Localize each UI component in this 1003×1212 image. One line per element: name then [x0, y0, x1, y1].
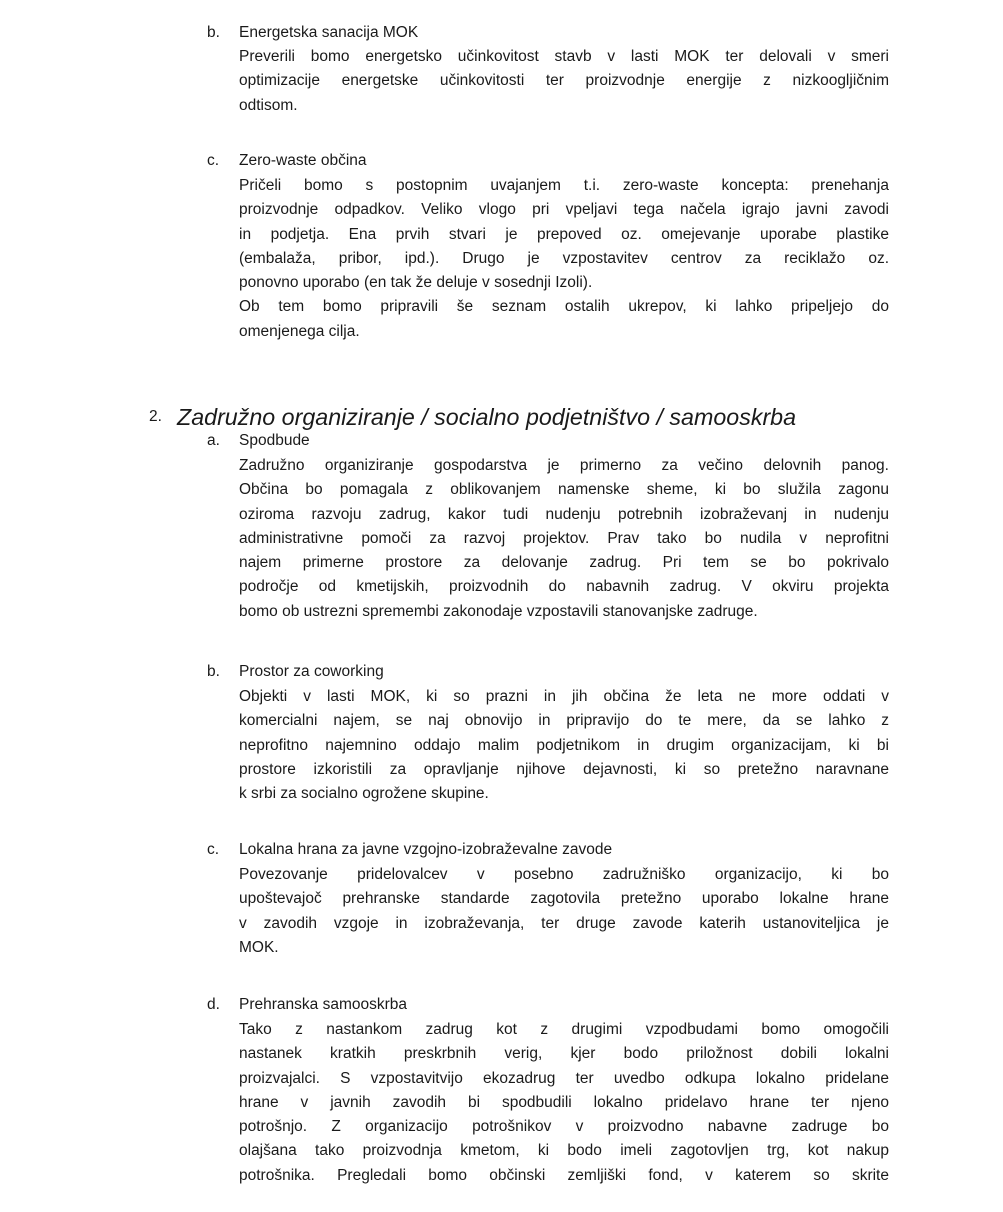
item-body: [239, 454, 889, 624]
item-body: [239, 863, 889, 960]
item-title: Lokalna hrana za javne vzgojno-izobraževalne zavode: [239, 841, 613, 858]
body-line: nastanek kratkih preskrbnih verig, kjer bodo priložnost dobili lokalni: [239, 1045, 889, 1063]
list-letter: b.: [207, 24, 220, 41]
body-line: ponovno uporabo (en tak že deluje v sosednji Izoli).: [239, 274, 593, 292]
body-line: Tako z nastankom zadrug kot z drugimi vzpodbudami bomo omogočili: [239, 1021, 889, 1038]
body-line: področje od kmetijskih, proizvodnih do nabavnih zadrug. V okviru projekta: [239, 578, 889, 596]
section-heading: Zadružno organiziranje / socialno podjetništvo / samooskrba: [177, 404, 797, 430]
body-line: proizvajalci. S vzpostavitvijo ekozadrug ter uvedbo odkupa lokalno pridelane: [239, 1069, 889, 1087]
body-line: MOK.: [239, 938, 279, 956]
body-line: v zavodih vzgoje in izobraževanja, ter druge zavode katerih ustanoviteljica je: [239, 914, 889, 932]
body-line: optimizacije energetske učinkovitosti ter proizvodnje energije z nizkoogljičnim: [239, 72, 889, 90]
body-line: potrošnjo. Z organizacijo potrošnikov v proizvodno nabavne zadruge bo: [239, 1118, 889, 1136]
body-line: Zadružno organiziranje gospodarstva je primerno za večino delovnih panog.: [239, 457, 889, 474]
body-line: najem primerne prostore za delovanje zadrug. Pri tem se bo pokrivalo: [239, 554, 889, 572]
list-letter: d.: [207, 996, 220, 1013]
body-line: Pričeli bomo s postopnim uvajanjem t.i. zero-waste koncepta: prenehanja: [239, 177, 889, 194]
body-line: in podjetja. Ena prvih stvari je prepoved oz. omejevanje uporabe plastike: [239, 225, 889, 243]
item-body: [239, 1018, 889, 1188]
body-line: oziroma razvoju zadrug, kakor tudi nudenju potrebnih izobraževanj in nudenju: [239, 505, 889, 523]
body-line: komercialni najem, se naj obnovijo in pripravijo do te mere, da se lahko z: [239, 712, 889, 730]
item-body: [239, 174, 889, 344]
body-line: Preverili bomo energetsko učinkovitost stavb v lasti MOK ter delovali v smeri: [239, 48, 889, 65]
body-line: Občina bo pomagala z oblikovanjem namenske sheme, ki bo služila zagonu: [239, 481, 889, 499]
body-line: k srbi za socialno ogrožene skupine.: [239, 785, 489, 803]
list-letter: c.: [207, 152, 220, 169]
body-line: hrane v javnih zavodih bi spodbudili lokalno pridelavo hrane ter njeno: [239, 1093, 889, 1111]
item-title: Spodbude: [239, 432, 310, 449]
body-line: administrativne pomoči za razvoj projektov. Prav tako bo nudila v neprofitni: [239, 529, 889, 547]
list-letter: b.: [207, 663, 220, 680]
body-line: upoštevajoč prehranske standarde zagotovila pretežno uporabo lokalne hrane: [239, 890, 889, 908]
item-body: [239, 45, 889, 118]
body-line: Ob tem bomo pripravili še seznam ostalih ukrepov, ki lahko pripeljejo do: [239, 298, 889, 316]
body-line: bomo ob ustrezni spremembi zakonodaje vzpostavili stanovanjske zadruge.: [239, 602, 758, 620]
body-line: prostore izkoristili za opravljanje njihove dejavnosti, ki so pretežno naravnane: [239, 760, 889, 778]
list-letter: c.: [207, 841, 220, 858]
body-line: potrošnika. Pregledali bomo občinski zemljiški fond, v katerem so skrite: [239, 1166, 889, 1184]
body-line: omenjenega cilja.: [239, 322, 360, 340]
body-line: (embalaža, pribor, ipd.). Drugo je vzpostavitev centrov za reciklažo oz.: [239, 249, 889, 267]
body-line: Povezovanje pridelovalcev v posebno zadružniško organizacijo, ki bo: [239, 866, 889, 883]
item-title: Energetska sanacija MOK: [239, 24, 419, 41]
body-line: olajšana tako proizvodnja kmetom, ki bodo imeli zagotovljen trg, kot nakup: [239, 1142, 889, 1160]
body-line: proizvodnje odpadkov. Veliko vlogo pri vpeljavi tega načela igrajo javni zavodi: [239, 201, 889, 219]
body-line: Objekti v lasti MOK, ki so prazni in jih občina že leta ne more oddati v: [239, 688, 889, 705]
item-title: Zero-waste občina: [239, 152, 367, 169]
body-line: odtisom.: [239, 96, 298, 114]
section-number: 2.: [149, 408, 162, 425]
item-body: [239, 685, 889, 806]
list-letter: a.: [207, 432, 220, 449]
item-title: Prostor za coworking: [239, 663, 384, 680]
item-title: Prehranska samooskrba: [239, 996, 407, 1013]
body-line: neprofitno najemnino oddajo malim podjetnikom in drugim organizacijam, ki bi: [239, 736, 889, 754]
